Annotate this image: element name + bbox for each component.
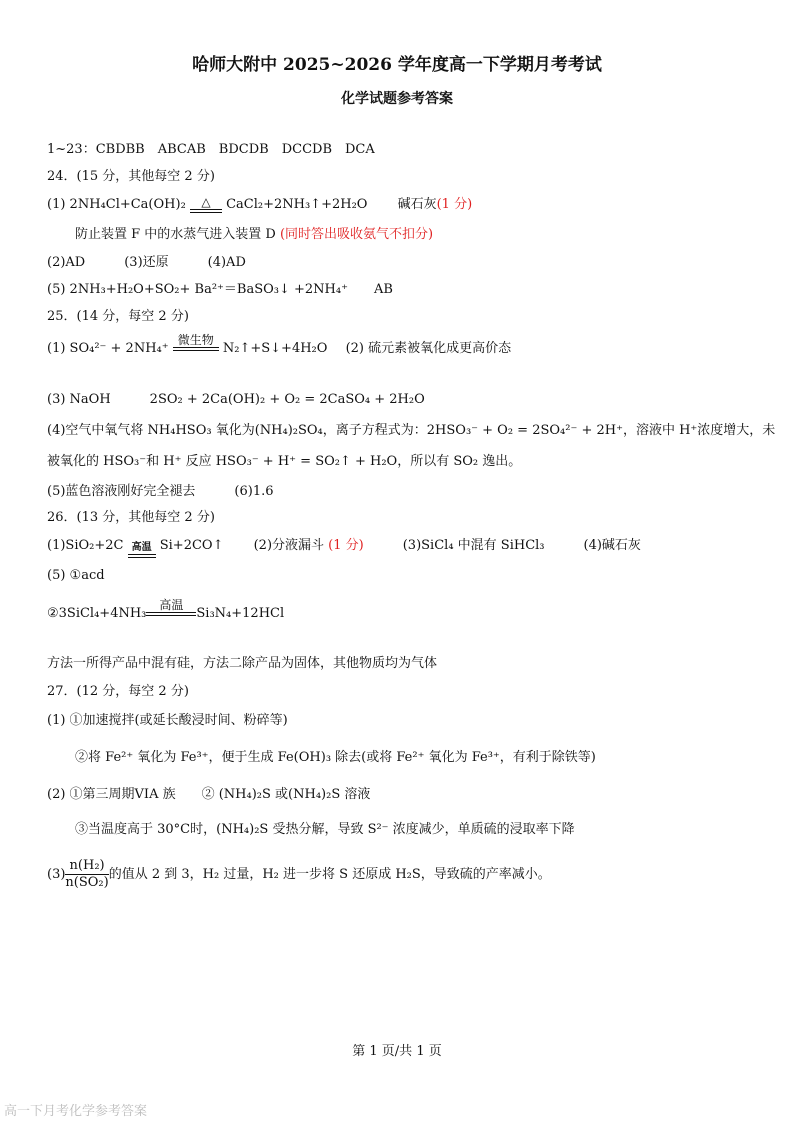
q26-line4: 方法一所得产品中混有硅，方法二除产品为固体，其他物质均为气体 [47,656,438,671]
q27-part3-label: (3) [47,867,66,882]
q27-part3-text: 的值从 2 到 3，H₂ 过量，H₂ 进一步将 S 还原成 H₂S，导致硫的产率减小。 [108,867,551,882]
q27-line4: ③当温度高于 30°C时，(NH₄)₂S 受热分解，导致 S²⁻ 浓度减少，单质硫的浸取率下降 [75,822,575,837]
q27-line5 [47,858,551,891]
q26-score-note: (1 分) [328,538,364,553]
fraction-numerator: n(H₂) [65,858,108,875]
q24-line2 [75,226,433,244]
q24-line3: (2)AD (3)还原 (4)AD [47,255,246,270]
q26-line1 [47,537,641,555]
q25-line5: (5)蓝色溶液刚好完全褪去 (6)1.6 [47,484,274,499]
q25-eq-right: N₂↑+S↓+4H₂O [222,341,328,356]
double-bar [173,347,219,351]
q27-line3: (2) ①第三周期VIA 族 ② (NH₄)₂S 或(NH₄)₂S 溶液 [47,787,371,802]
q26-line2: (5) ①acd [47,568,105,583]
double-bar [128,554,156,558]
q24-eq-right: CaCl₂+2NH₃↑+2H₂O [226,197,368,212]
q24-reason: 防止装置 F 中的水蒸气进入装置 D [75,227,280,242]
ratio-fraction [65,858,108,891]
fraction-denominator: n(SO₂) [65,875,109,890]
q26-header: 26．(13 分，其他每空 2 分) [47,510,215,525]
page-footer: 第 1 页/共 1 页 [352,1044,442,1059]
q25-header: 25．(14 分，每空 2 分) [47,309,189,324]
q24-reaction-arrow [190,196,222,213]
q26-eq-left: (1)SiO₂+2C [47,538,128,553]
q25-line1 [47,333,512,358]
q26-eq2-right: Si₃N₄+12HCl [196,606,285,621]
q26-answer2: (2)分液漏斗 [227,538,329,553]
q26-eq2-left: ②3SiCl₄+4NH₃ [47,606,147,621]
q25-line2: (3) NaOH 2SO₂ + 2Ca(OH)₂ + O₂ = 2CaSO₄ + 2H₂O [47,392,425,407]
q26-reaction-arrow [128,541,156,558]
page-title: 哈师大附中 2025~2026 学年度高一下学期月考考试 [192,55,602,75]
q25-reaction-arrow [173,334,219,351]
q24-line1 [47,196,472,214]
q25-answer2: (2) 硫元素被氧化成更高价态 [345,341,512,356]
q24-eq-left: (1) 2NH₄Cl+Ca(OH)₂ [47,197,186,212]
watermark-text: 高一下月考化学参考答案 [4,1104,148,1119]
mc-answers: 1~23：CBDBB ABCAB BDCDB DCCDB DCA [47,142,375,157]
q25-line4: 被氧化的 HSO₃⁻和 H⁺ 反应 HSO₃⁻ + H⁺ = SO₂↑ + H₂O，所以有 SO₂ 逸出。 [47,454,522,469]
q24-header: 24．(15 分，其他每空 2 分) [47,169,215,184]
page-subtitle: 化学试题参考答案 [341,91,453,107]
q26-answers-rest: (3)SiCl₄ 中混有 SiHCl₃ (4)碱石灰 [363,538,641,553]
q26-line3 [47,598,285,623]
high-temp-condition: 高温 [131,542,152,553]
q26-reaction-arrow2 [146,599,196,616]
q24-line4: (5) 2NH₃+H₂O+SO₂+ Ba²⁺＝BaSO₃↓ +2NH₄⁺ AB [47,282,393,297]
q27-line2: ②将 Fe²⁺ 氧化为 Fe³⁺，便于生成 Fe(OH)₃ 除去(或将 Fe²⁺ 氧化为 Fe³⁺，有利于除铁等) [75,750,596,765]
double-bar [146,612,196,616]
q25-eq-left: (1) SO₄²⁻ + 2NH₄⁺ [47,341,173,356]
double-bar [190,209,222,213]
heat-condition: △ [201,195,211,209]
q25-line3: (4)空气中氧气将 NH₄HSO₃ 氧化为(NH₄)₂SO₄，离子方程式为：2HSO₃⁻ + O₂ = 2SO₄²⁻ + 2H⁺，溶液中 H⁺浓度增大，未 [47,423,776,438]
high-temp-condition2: 高温 [159,598,184,612]
q24-score-note: (1 分) [436,197,473,212]
microbe-condition: 微生物 [177,333,214,347]
q24-reason-note: (同时答出吸收氨气不扣分) [279,227,434,242]
q27-line1: (1) ①加速搅拌(或延长酸浸时间、粉碎等) [47,713,288,728]
q26-eq-right: Si+2CO↑ [159,538,224,553]
q24-answer: 碱石灰 [397,197,437,212]
q27-header: 27．(12 分，每空 2 分) [47,684,189,699]
